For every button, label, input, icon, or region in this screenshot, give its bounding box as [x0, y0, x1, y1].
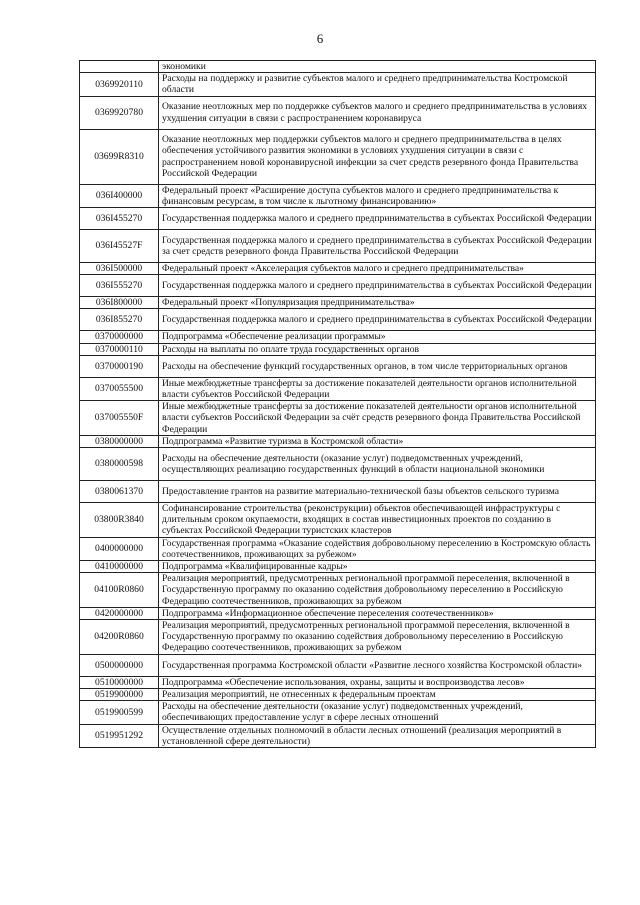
- row-code: 0370000110: [80, 343, 159, 355]
- row-description: Подпрограмма «Информационное обеспечение переселения соотечественников»: [159, 607, 596, 619]
- table-row: [80, 96, 596, 129]
- row-code: 037005550F: [80, 401, 159, 436]
- row-code: 03800R3840: [80, 503, 159, 538]
- table-row: [80, 503, 596, 538]
- table-row: [80, 688, 596, 700]
- table-row: [80, 654, 596, 676]
- row-code: 036I400000: [80, 184, 159, 207]
- row-description: Подпрограмма «Развитие туризма в Костромской области»: [159, 435, 596, 447]
- row-description: Расходы на обеспечение деятельности (оказание услуг) подведомственных учреждений, обеспечивающих предоставление услуг в сфере лесных отношений: [159, 701, 596, 724]
- row-description: Государственная программа «Оказание содействия добровольному переселению в Костромскую область соотечественников, проживающих за рубежом»: [159, 537, 596, 560]
- row-description: Реализация мероприятий, не отнесенных к федеральным проектам: [159, 688, 596, 700]
- table-row: [80, 275, 596, 297]
- row-description: Государственная поддержка малого и среднего предпринимательства в субъектах Российской Федерации: [159, 309, 596, 331]
- row-description: Федеральный проект «Популяризация предпринимательства»: [159, 297, 596, 309]
- row-description: Федеральный проект «Расширение доступа субъектов малого и среднего предпринимательства к финансовым ресурсам, в том числе к льготному финансированию»: [159, 184, 596, 207]
- row-description: Предоставление грантов на развитие материально-технической базы объектов сельского туризма: [159, 481, 596, 503]
- row-code: 0410000000: [80, 561, 159, 573]
- row-code: 036I800000: [80, 297, 159, 309]
- row-code: 04200R0860: [80, 620, 159, 655]
- table-row: [80, 73, 596, 96]
- row-code: 04100R0860: [80, 573, 159, 608]
- page-number: 6: [316, 31, 324, 46]
- table-row: [80, 184, 596, 207]
- table-row: [80, 724, 596, 747]
- table-row: [80, 355, 596, 377]
- row-description: Расходы на обеспечение функций государственных органов, в том числе территориальных органов: [159, 355, 596, 377]
- table-row: [80, 343, 596, 355]
- table-row: [80, 537, 596, 560]
- row-code: 0369920780: [80, 96, 159, 129]
- row-description: Подпрограмма «Обеспечение реализации программы»: [159, 331, 596, 343]
- row-description: Государственная поддержка малого и среднего предпринимательства в субъектах Российской Федерации: [159, 208, 596, 230]
- row-code: 0500000000: [80, 654, 159, 676]
- row-description: Осуществление отдельных полномочий в области лесных отношений (реализация мероприятий в установленной сфере деятельности): [159, 724, 596, 747]
- table-row: [80, 61, 596, 73]
- row-description: Подпрограмма «Обеспечение использования, охраны, защиты и воспроизводства лесов»: [159, 676, 596, 688]
- row-code: 0369920110: [80, 73, 159, 96]
- row-description: Оказание неотложных мер поддержки субъектов малого и среднего предпринимательства в целях обеспечения устойчивого развития экономики в условиях ухудшения ситуации в связи с распространением новой коронавирусной инфекции за счет средств резервного фонда Правительства Российской Федерации: [159, 129, 596, 184]
- row-code: 0370055500: [80, 377, 159, 400]
- row-code: 0380000000: [80, 435, 159, 447]
- row-description: Реализация мероприятий, предусмотренных региональной программой переселения, включенной в Государственную программу по оказанию содействия добровольному переселению в Российскую Федерацию соотечественников, проживающих за рубежом: [159, 620, 596, 655]
- row-description: Расходы на поддержку и развитие субъектов малого и среднего предпринимательства Костромской области: [159, 73, 596, 96]
- table-row: [80, 676, 596, 688]
- row-code: 0519951292: [80, 724, 159, 747]
- table-row: [80, 701, 596, 724]
- table-row: [80, 263, 596, 275]
- row-code: 0370000000: [80, 331, 159, 343]
- table-row: [80, 607, 596, 619]
- table-row: [80, 129, 596, 184]
- table-row: [80, 309, 596, 331]
- row-code: 03699R8310: [80, 129, 159, 184]
- table-row: [80, 620, 596, 655]
- row-description: Федеральный проект «Акселерация субъектов малого и среднего предпринимательства»: [159, 263, 596, 275]
- row-code: 0370000190: [80, 355, 159, 377]
- row-description: Государственная поддержка малого и среднего предпринимательства в субъектах Российской Федерации за счет средств резервного фонда Правительства Российской Федерации: [159, 230, 596, 263]
- row-code: 0400000000: [80, 537, 159, 560]
- row-code: 036I855270: [80, 309, 159, 331]
- table-row: [80, 401, 596, 436]
- table-row: [80, 435, 596, 447]
- row-description: Расходы на выплаты по оплате труда государственных органов: [159, 343, 596, 355]
- table-row: [80, 481, 596, 503]
- table-row: [80, 377, 596, 400]
- row-code: [80, 61, 159, 73]
- row-description: Оказание неотложных мер по поддержке субъектов малого и среднего предпринимательства в условиях ухудшения ситуации в связи с распространением коронавируса: [159, 96, 596, 129]
- row-code: 0380000598: [80, 448, 159, 481]
- row-description: Государственная поддержка малого и среднего предпринимательства в субъектах Российской Федерации: [159, 275, 596, 297]
- row-code: 0519900000: [80, 688, 159, 700]
- table-row: [80, 208, 596, 230]
- row-code: 0420000000: [80, 607, 159, 619]
- row-code: 0380061370: [80, 481, 159, 503]
- budget-codes-table: [79, 60, 596, 748]
- row-code: 036I45527F: [80, 230, 159, 263]
- row-code: 036I455270: [80, 208, 159, 230]
- row-code: 036I555270: [80, 275, 159, 297]
- row-code: 036I500000: [80, 263, 159, 275]
- table-row: [80, 331, 596, 343]
- row-code: 0519900599: [80, 701, 159, 724]
- row-description: Реализация мероприятий, предусмотренных региональной программой переселения, включенной в Государственную программу по оказанию содействия добровольному переселению в Российскую Федерацию соотечественников, проживающих за рубежом: [159, 573, 596, 608]
- table-row: [80, 573, 596, 608]
- row-code: 0510000000: [80, 676, 159, 688]
- row-description: Расходы на обеспечение деятельности (оказание услуг) подведомственных учреждений, осуществляющих реализацию государственных функций в области национальной экономики: [159, 448, 596, 481]
- row-description: Подпрограмма «Квалифицированные кадры»: [159, 561, 596, 573]
- table-row: [80, 297, 596, 309]
- row-description: Иные межбюджетные трансферты за достижение показателей деятельности органов исполнительной власти субъектов Российской Федерации за счёт средств резервного фонда Правительства Российской Федерации: [159, 401, 596, 436]
- row-description: экономики: [159, 61, 596, 73]
- table-row: [80, 448, 596, 481]
- row-description: Государственная программа Костромской области «Развитие лесного хозяйства Костромской области»: [159, 654, 596, 676]
- row-description: Софинансирование строительства (реконструкции) объектов обеспечивающей инфраструктуры с длительным сроком окупаемости, входящих в состав инвестиционных проектов по созданию в субъектах Российской Федерации туристских кластеров: [159, 503, 596, 538]
- table-row: [80, 561, 596, 573]
- row-description: Иные межбюджетные трансферты за достижение показателей деятельности органов исполнительной власти субъектов Российской Федерации: [159, 377, 596, 400]
- table-row: [80, 230, 596, 263]
